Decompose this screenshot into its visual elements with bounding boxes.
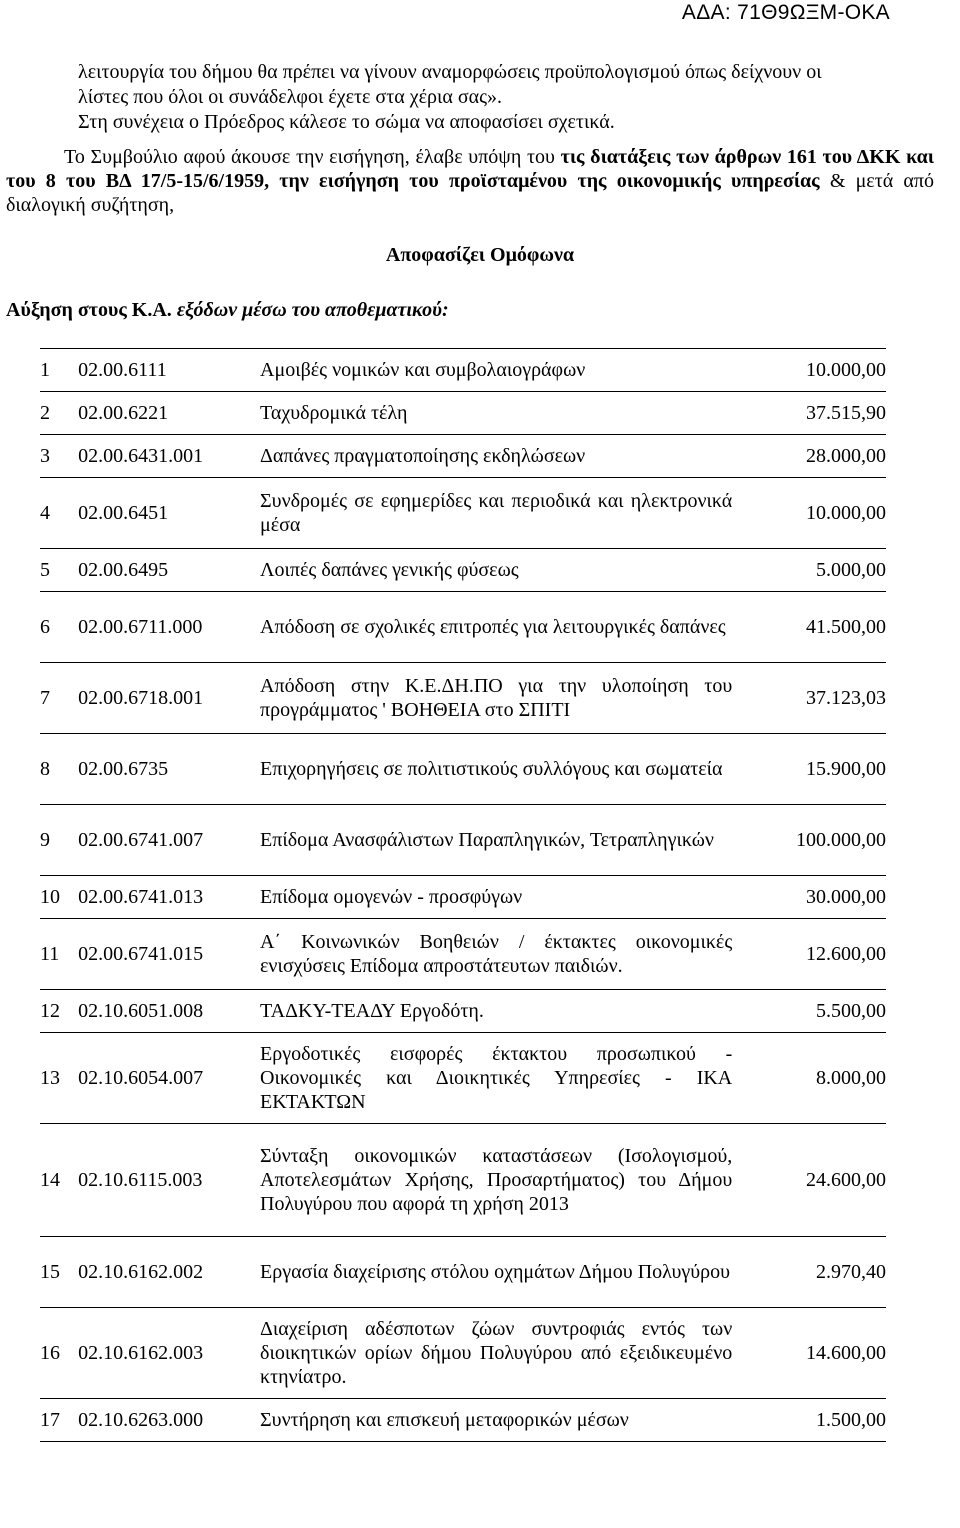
item-description: Λοιπές δαπάνες γενικής φύσεως [260,549,732,592]
item-number: 8 [40,734,78,805]
item-number: 1 [40,349,78,392]
item-number: 15 [40,1237,78,1308]
item-description: Εργασία διαχείρισης στόλου οχημάτων Δήμου Πολυγύρου [260,1237,732,1308]
item-number: 7 [40,663,78,734]
item-code: 02.00.6221 [78,392,260,435]
table-row [40,592,886,663]
council-paragraph [6,145,934,217]
table-row [40,435,886,478]
item-description: Ταχυδρομικά τέλη [260,392,732,435]
table-row [40,663,886,734]
table-row [40,919,886,990]
paragraph-text-1: Το Συμβούλιο αφού άκουσε την εισήγηση, έλαβε υπόψη του [64,146,561,168]
item-code: 02.00.6495 [78,549,260,592]
intro-line-2: λίστες που όλοι οι συνάδελφοι έχετε στα χέρια σας». [78,86,503,108]
table-row [40,734,886,805]
intro-line-3: Στη συνέχεια ο Πρόεδρος κάλεσε το σώμα να αποφασίσει σχετικά. [78,111,615,133]
table-row [40,549,886,592]
item-code: 02.00.6741.013 [78,876,260,919]
table-row [40,990,886,1033]
item-amount: 37.515,90 [732,392,886,435]
item-description: Σύνταξη οικονομικών καταστάσεων (Ισολογισμού, Αποτελεσμάτων Χρήσης, Προσαρτήματος) του Δήμου Πολυγύρου που αφορά τη χρήση 2013 [260,1124,732,1237]
table-row [40,1308,886,1399]
item-description: Επίδομα ομογενών - προσφύγων [260,876,732,919]
item-number: 12 [40,990,78,1033]
item-description: Επιχορηγήσεις σε πολιτιστικούς συλλόγους και σωματεία [260,734,732,805]
item-amount: 41.500,00 [732,592,886,663]
item-description: Α΄ Κοινωνικών Βοηθειών / έκτακτες οικονομικές ενισχύσεις Επίδομα απροστάτευτων παιδιών. [260,919,732,990]
budget-items-table [40,348,886,1442]
increase-italic: εξόδων μέσω του αποθεματικού: [171,299,449,321]
table-row [40,1237,886,1308]
item-code: 02.00.6735 [78,734,260,805]
table-row [40,1399,886,1442]
item-number: 13 [40,1033,78,1124]
item-amount: 8.000,00 [732,1033,886,1124]
item-description: Απόδοση στην Κ.Ε.ΔΗ.ΠΟ για την υλοποίηση του προγράμματος ' ΒΟΗΘΕΙΑ στο ΣΠΙΤΙ [260,663,732,734]
item-code: 02.00.6451 [78,478,260,549]
item-amount: 14.600,00 [732,1308,886,1399]
item-description: Εργοδοτικές εισφορές έκτακτου προσωπικού - Οικονομικές και Διοικητικές Υπηρεσίες - ΙΚΑ ΕΚΤΑΚΤΩΝ [260,1033,732,1124]
item-description: Αμοιβές νομικών και συμβολαιογράφων [260,349,732,392]
table-row [40,478,886,549]
item-number: 2 [40,392,78,435]
item-amount: 10.000,00 [732,349,886,392]
item-code: 02.10.6162.002 [78,1237,260,1308]
table-row [40,876,886,919]
table-row [40,349,886,392]
item-number: 10 [40,876,78,919]
item-amount: 5.000,00 [732,549,886,592]
table-row [40,1124,886,1237]
intro-line-1: λειτουργία του δήμου θα πρέπει να γίνουν αναμορφώσεις προϋπολογισμού όπως δείχνουν οι [78,61,822,83]
paragraph-text-2: & μετά από διαλογική συζήτηση, [6,170,934,216]
item-number: 11 [40,919,78,990]
item-code: 02.00.6741.007 [78,805,260,876]
item-number: 17 [40,1399,78,1442]
item-amount: 1.500,00 [732,1399,886,1442]
item-code: 02.10.6054.007 [78,1033,260,1124]
item-number: 9 [40,805,78,876]
item-description: Συνδρομές σε εφημερίδες και περιοδικά και ηλεκτρονικά μέσα [260,478,732,549]
item-description: Δαπάνες πραγματοποίησης εκδηλώσεων [260,435,732,478]
item-code: 02.10.6263.000 [78,1399,260,1442]
item-number: 5 [40,549,78,592]
item-amount: 15.900,00 [732,734,886,805]
paragraph-bold-provisions: τις διατάξεις των άρθρων 161 του ΔΚΚ και του 8 του ΒΔ 17/5-15/6/1959, την εισήγηση του προϊσταμένου της οικονομικής υπηρεσίας [6,146,934,192]
table-row [40,805,886,876]
increase-bold: Αύξηση στους Κ.Α. [6,299,172,321]
item-amount: 37.123,03 [732,663,886,734]
table-row [40,1033,886,1124]
item-amount: 100.000,00 [732,805,886,876]
item-amount: 5.500,00 [732,990,886,1033]
item-description: ΤΑΔΚΥ-ΤΕΑΔΥ Εργοδότη. [260,990,732,1033]
item-amount: 30.000,00 [732,876,886,919]
item-amount: 12.600,00 [732,919,886,990]
item-code: 02.10.6162.003 [78,1308,260,1399]
item-amount: 2.970,40 [732,1237,886,1308]
item-description: Διαχείριση αδέσποτων ζώων συντροφιάς εντός των διοικητικών ορίων δήμου Πολυγύρου από εξειδικευμένο κτηνίατρο. [260,1308,732,1399]
item-number: 4 [40,478,78,549]
item-number: 16 [40,1308,78,1399]
item-number: 14 [40,1124,78,1237]
intro-text [78,60,958,135]
item-code: 02.00.6741.015 [78,919,260,990]
item-amount: 24.600,00 [732,1124,886,1237]
item-code: 02.10.6051.008 [78,990,260,1033]
item-code: 02.00.6718.001 [78,663,260,734]
item-code: 02.10.6115.003 [78,1124,260,1237]
item-code: 02.00.6111 [78,349,260,392]
item-number: 3 [40,435,78,478]
ada-identifier: ΑΔΑ: 71Θ9ΩΞΜ-ΟΚΑ [681,1,890,24]
item-number: 6 [40,592,78,663]
table-row [40,392,886,435]
item-code: 02.00.6711.000 [78,592,260,663]
item-amount: 28.000,00 [732,435,886,478]
item-description: Απόδοση σε σχολικές επιτροπές για λειτουργικές δαπάνες [260,592,732,663]
decision-heading: Αποφασίζει Ομόφωνα [385,244,575,266]
item-description: Επίδομα Ανασφάλιστων Παραπληγικών, Τετραπληγικών [260,805,732,876]
item-code: 02.00.6431.001 [78,435,260,478]
increase-heading [6,297,449,323]
item-amount: 10.000,00 [732,478,886,549]
item-description: Συντήρηση και επισκευή μεταφορικών μέσων [260,1399,732,1442]
